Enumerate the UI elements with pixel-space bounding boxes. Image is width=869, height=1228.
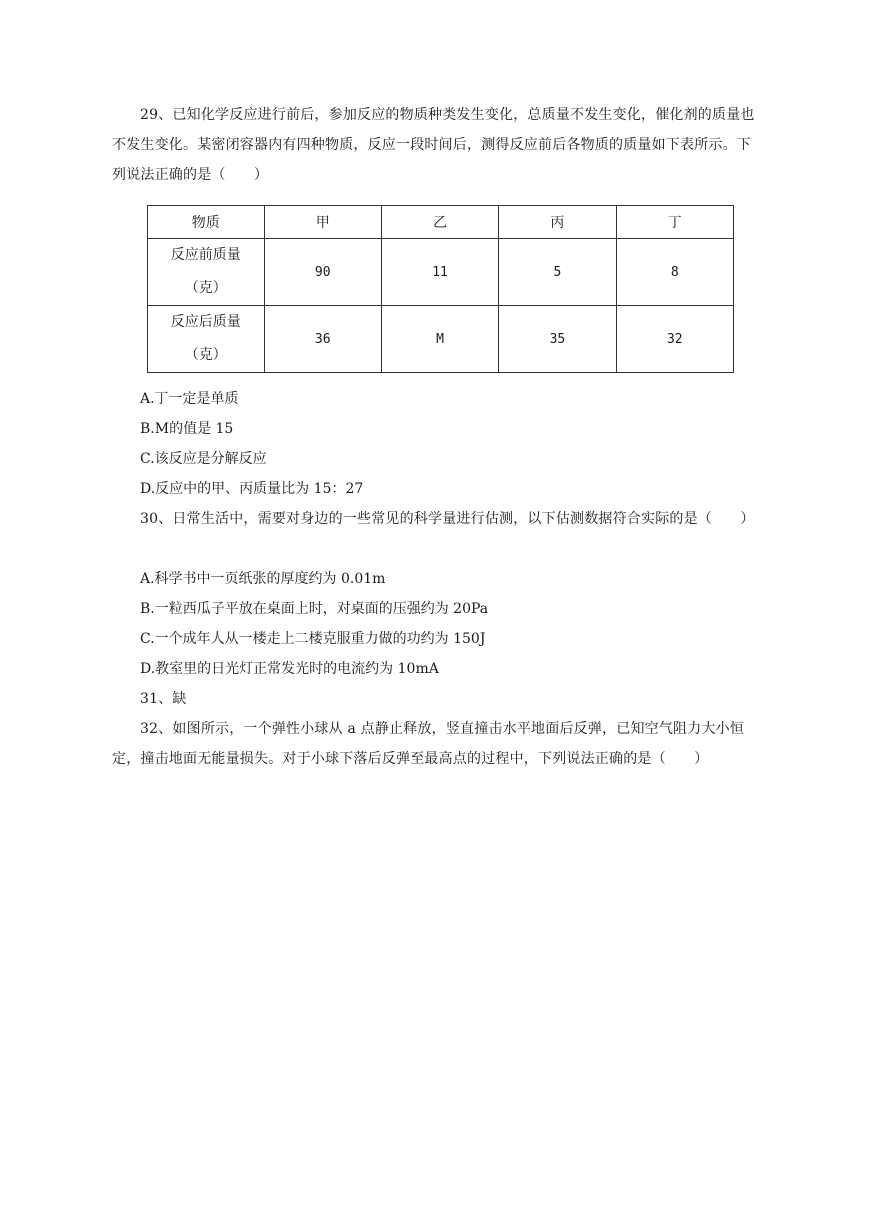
table-cell: 11: [381, 239, 498, 306]
row-label-line: 反应前质量: [170, 247, 241, 263]
header-cell-ding: 丁: [616, 206, 733, 239]
q29-option-d: D.反应中的甲、丙质量比为 15：27: [140, 481, 364, 497]
question-32-text: 32、如图所示，一个弹性小球从 a 点静止释放，竖直撞击水平地面后反弹，已知空气阻力大小恒定，撞击地面无能量损失。对于小球下落后反弹至最高点的过程中，下列说法正确的是（ ）: [112, 721, 745, 767]
q30-option-d: D.教室里的日光灯正常发光时的电流约为 10mA: [140, 661, 439, 677]
header-cell-yi: 乙: [381, 206, 498, 239]
table-cell: 90: [264, 239, 381, 306]
row-label-after: [148, 306, 265, 373]
row-label-before: [148, 239, 265, 306]
header-cell-bing: 丙: [499, 206, 616, 239]
header-cell-substance: 物质: [148, 206, 265, 239]
q30-option-b: B.一粒西瓜子平放在桌面上时，对桌面的压强约为 20Pa: [140, 601, 489, 617]
q29-option-c: C.该反应是分解反应: [140, 451, 267, 467]
row-label-unit: （克）: [184, 347, 227, 363]
table-cell: 8: [616, 239, 733, 306]
q30-option-c: C.一个成年人从一楼走上二楼克服重力做的功约为 150J: [140, 631, 486, 647]
q29-option-a: A.丁一定是单质: [140, 391, 239, 407]
row-label-unit: （克）: [184, 280, 227, 296]
question-31-text: 31、缺: [140, 691, 187, 707]
question-30-text: 30、日常生活中，需要对身边的一些常见的科学量进行估测，以下估测数据符合实际的是（ ）: [140, 511, 755, 527]
q29-option-b: B.M的值是 15: [140, 421, 234, 437]
table-row: [148, 239, 734, 306]
question-29-text: 29、已知化学反应进行前后，参加反应的物质种类发生变化，总质量不发生变化，催化剂的质量也不发生变化。某密闭容器内有四种物质，反应一段时间后，测得反应前后各物质的质量如下表所示。下列说法正确的是（ ）: [112, 107, 755, 183]
q30-option-a: A.科学书中一页纸张的厚度约为 0.01m: [140, 571, 386, 587]
table-row: [148, 306, 734, 373]
header-cell-jia: 甲: [264, 206, 381, 239]
table-cell: 36: [264, 306, 381, 373]
table-cell: 32: [616, 306, 733, 373]
table-cell: 35: [499, 306, 616, 373]
row-label-line: 反应后质量: [170, 314, 241, 330]
table-cell: M: [381, 306, 498, 373]
mass-table: [147, 205, 734, 373]
table-header-row: [148, 206, 734, 239]
table-cell: 5: [499, 239, 616, 306]
